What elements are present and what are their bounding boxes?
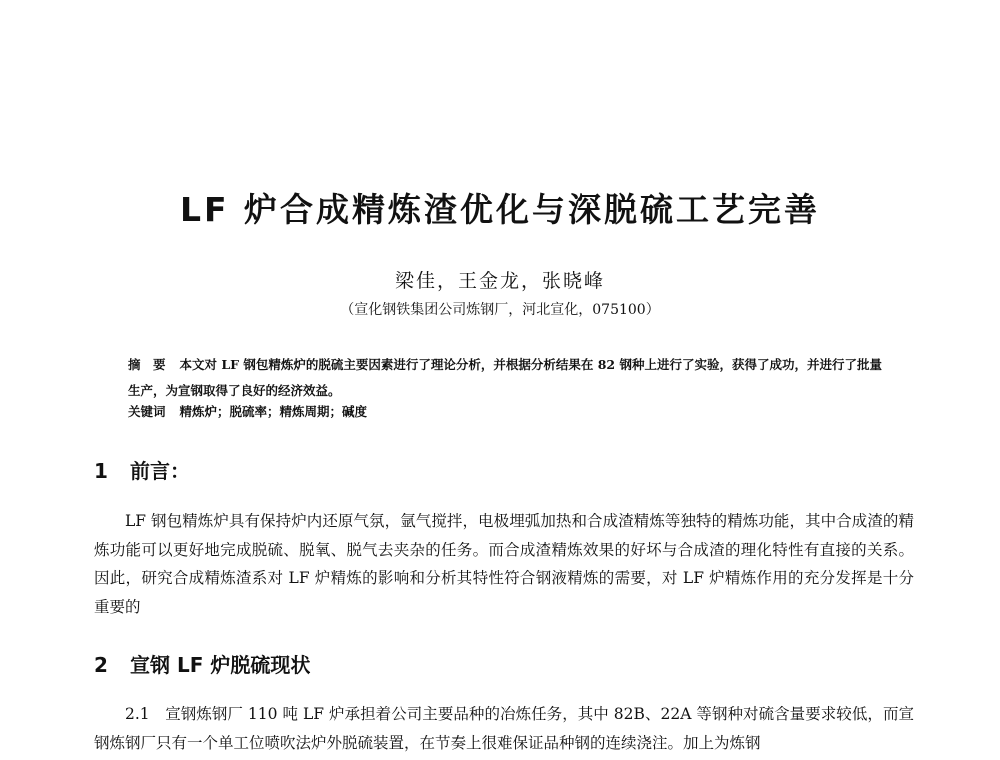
section-1-title: 前言：: [130, 459, 190, 483]
keywords-label: 关键词: [128, 404, 166, 419]
section-2-heading: [94, 649, 310, 678]
keywords-text: 精炼炉；脱硫率；精炼周期；碱度: [179, 404, 368, 419]
paper-authors: 梁佳，王金龙，张晓峰: [394, 270, 605, 292]
section-1-heading: [94, 455, 190, 484]
section-1-number: 1: [94, 459, 108, 483]
abstract-text: 本文对 LF 钢包精炼炉的脱硫主要因素进行了理论分析，并根据分析结果在 82 钢种上进行了实验，获得了成功，并进行了批量生产，为宣钢取得了良好的经济效益。: [128, 357, 882, 398]
section-2-number: 2: [94, 653, 108, 677]
paper-title: LF 炉合成精炼渣优化与深脱硫工艺完善: [179, 190, 821, 229]
keywords: [128, 402, 888, 420]
section-2-title: 宣钢 LF 炉脱硫现状: [130, 653, 311, 677]
paper-affiliation: （宣化钢铁集团公司炼钢厂，河北宣化，075100）: [340, 302, 660, 318]
abstract-label: 摘 要: [128, 357, 166, 372]
section-1-paragraph: LF 钢包精炼炉具有保持炉内还原气氛，氩气搅拌，电极埋弧加热和合成渣精炼等独特的精炼功能，其中合成渣的精炼功能可以更好地完成脱硫、脱氧、脱气去夹杂的任务。而合成渣精炼效果的好坏与合成渣的理化特性有直接的关系。因此，研究合成精炼渣系对 LF 炉精炼的影响和分析其特性符合钢液精炼的需要，对 LF 炉精炼作用的充分发挥是十分重要的: [94, 512, 914, 616]
abstract: [128, 352, 888, 404]
section-2-paragraph: 2.1 宣钢炼钢厂 110 吨 LF 炉承担着公司主要品种的冶炼任务，其中 82B、22A 等钢种对硫含量要求较低，而宣钢炼钢厂只有一个单工位喷吹法炉外脱硫装置，在节奏上很难保证品种钢的连续浇注。加上为炼钢: [94, 705, 914, 752]
